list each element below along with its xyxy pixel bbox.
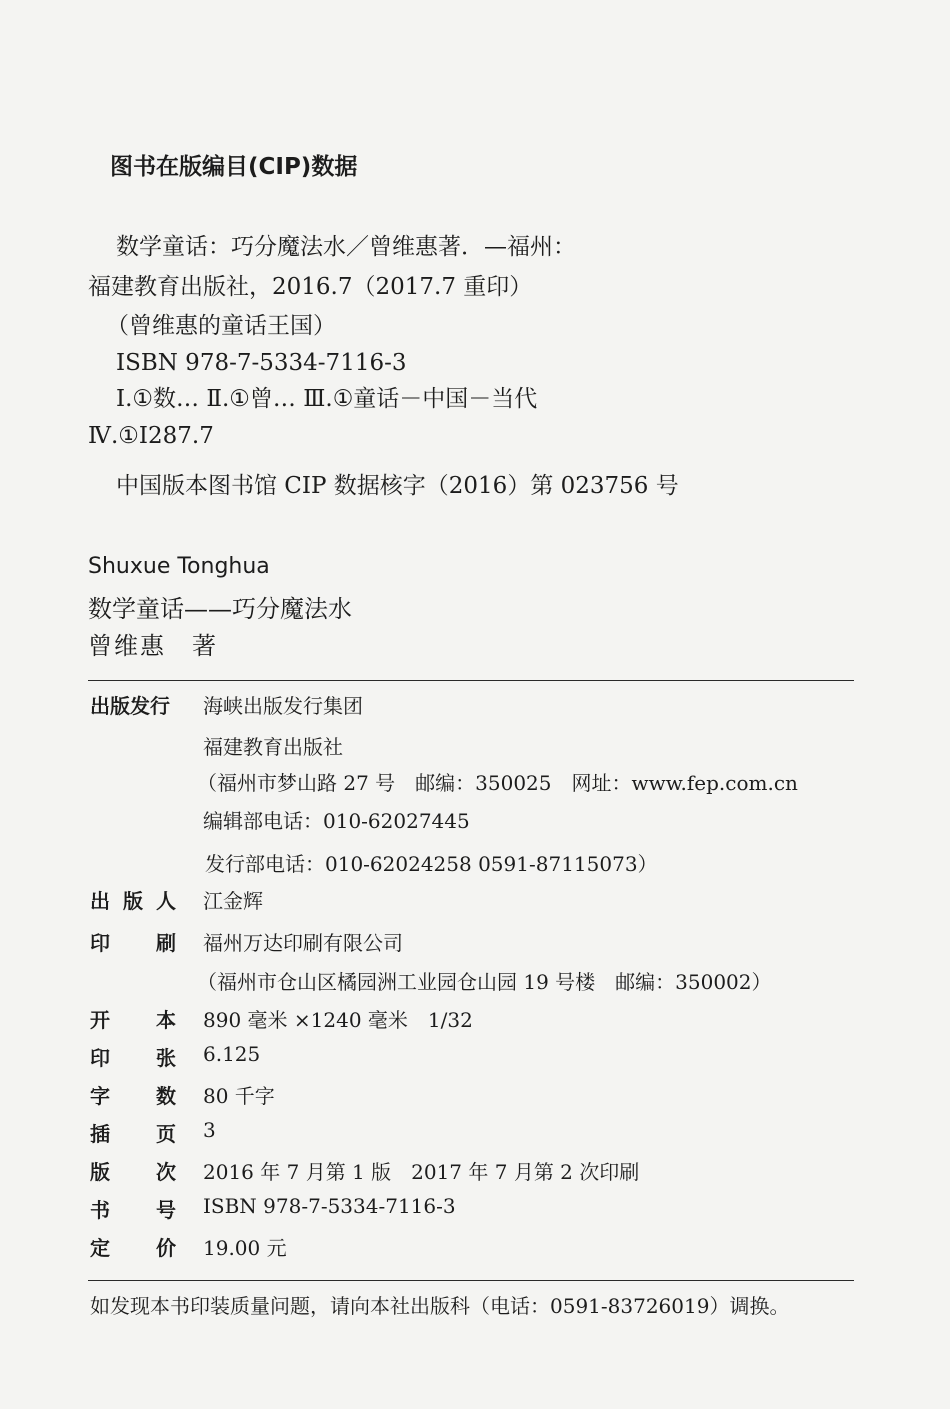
price-value: 19.00 元 [203, 1236, 287, 1260]
label-char: 版 [90, 1160, 110, 1184]
cip-publisher-line: 福建教育出版社，2016.7（2017.7 重印） [88, 274, 533, 300]
cip-record-number-line: 中国版本图书馆 CIP 数据核字（2016）第 023756 号 [116, 473, 679, 499]
printer-label [90, 927, 176, 956]
sheets-label [90, 1042, 176, 1071]
words-value: 80 千字 [203, 1084, 275, 1108]
publisher-person-label [90, 885, 176, 914]
publisher-person: 江金辉 [203, 889, 263, 913]
label-char: 出 [90, 889, 110, 913]
label-char: 刷 [156, 931, 176, 955]
label-char: 印 [90, 931, 110, 955]
label-char: 插 [90, 1122, 110, 1146]
label-char: 本 [156, 1008, 176, 1032]
price-label [90, 1232, 176, 1261]
cip-classification-line: Ⅳ.①I287.7 [88, 423, 214, 449]
format-value: 890 毫米 ×1240 毫米 1/32 [203, 1008, 473, 1032]
publisher-house: 福建教育出版社 [203, 735, 343, 759]
format-label [90, 1004, 176, 1033]
edition-label [90, 1156, 176, 1185]
cip-title-line: 数学童话：巧分魔法水／曾维惠著．—福州： [116, 234, 576, 260]
plates-value: 3 [203, 1118, 216, 1142]
label-char: 人 [156, 889, 176, 913]
edition-value: 2016 年 7 月第 1 版 2017 年 7 月第 2 次印刷 [203, 1160, 640, 1184]
cip-isbn-line: ISBN 978-7-5334-7116-3 [116, 350, 407, 376]
cip-header: 图书在版编目(CIP)数据 [110, 154, 358, 180]
distribution-phone: 发行部电话：010-62024258 0591-87115073） [205, 852, 658, 876]
label-char: 张 [156, 1046, 176, 1070]
words-label [90, 1080, 176, 1109]
cip-series-line: （曾维惠的童话王国） [106, 313, 336, 339]
isbn-label [90, 1194, 176, 1223]
label-char: 次 [156, 1160, 176, 1184]
label-char: 版 [123, 889, 143, 913]
book-author: 曾维惠 著 [88, 632, 218, 660]
cip-subject-line: Ⅰ.①数… Ⅱ.①曾… Ⅲ.①童话－中国－当代 [116, 386, 538, 412]
bottom-rule [88, 1280, 854, 1281]
editorial-phone: 编辑部电话：010-62027445 [203, 809, 470, 833]
plates-label [90, 1118, 176, 1147]
printer-address: （福州市仓山区橘园洲工业园仓山园 19 号楼 邮编：350002） [197, 970, 772, 994]
label-char: 开 [90, 1008, 110, 1032]
book-title: 数学童话——巧分魔法水 [88, 595, 352, 623]
top-rule [88, 680, 854, 681]
label-char: 定 [90, 1236, 110, 1260]
book-pinyin-title: Shuxue Tonghua [88, 554, 270, 579]
printer-name: 福州万达印刷有限公司 [203, 931, 403, 955]
sheets-value: 6.125 [203, 1042, 261, 1066]
publisher-address: （福州市梦山路 27 号 邮编：350025 网址：www.fep.com.cn [197, 771, 798, 795]
label-char: 页 [156, 1122, 176, 1146]
isbn-value: ISBN 978-7-5334-7116-3 [203, 1194, 456, 1218]
label-char: 书 [90, 1198, 110, 1222]
label-char: 数 [156, 1084, 176, 1108]
label-char: 价 [156, 1236, 176, 1260]
publisher-label: 出版发行 [90, 694, 170, 718]
quality-notice: 如发现本书印装质量问题，请向本社出版科（电话：0591-83726019）调换。 [90, 1294, 790, 1318]
label-char: 号 [156, 1198, 176, 1222]
publisher-group: 海峡出版发行集团 [203, 694, 363, 718]
label-char: 字 [90, 1084, 110, 1108]
label-char: 印 [90, 1046, 110, 1070]
